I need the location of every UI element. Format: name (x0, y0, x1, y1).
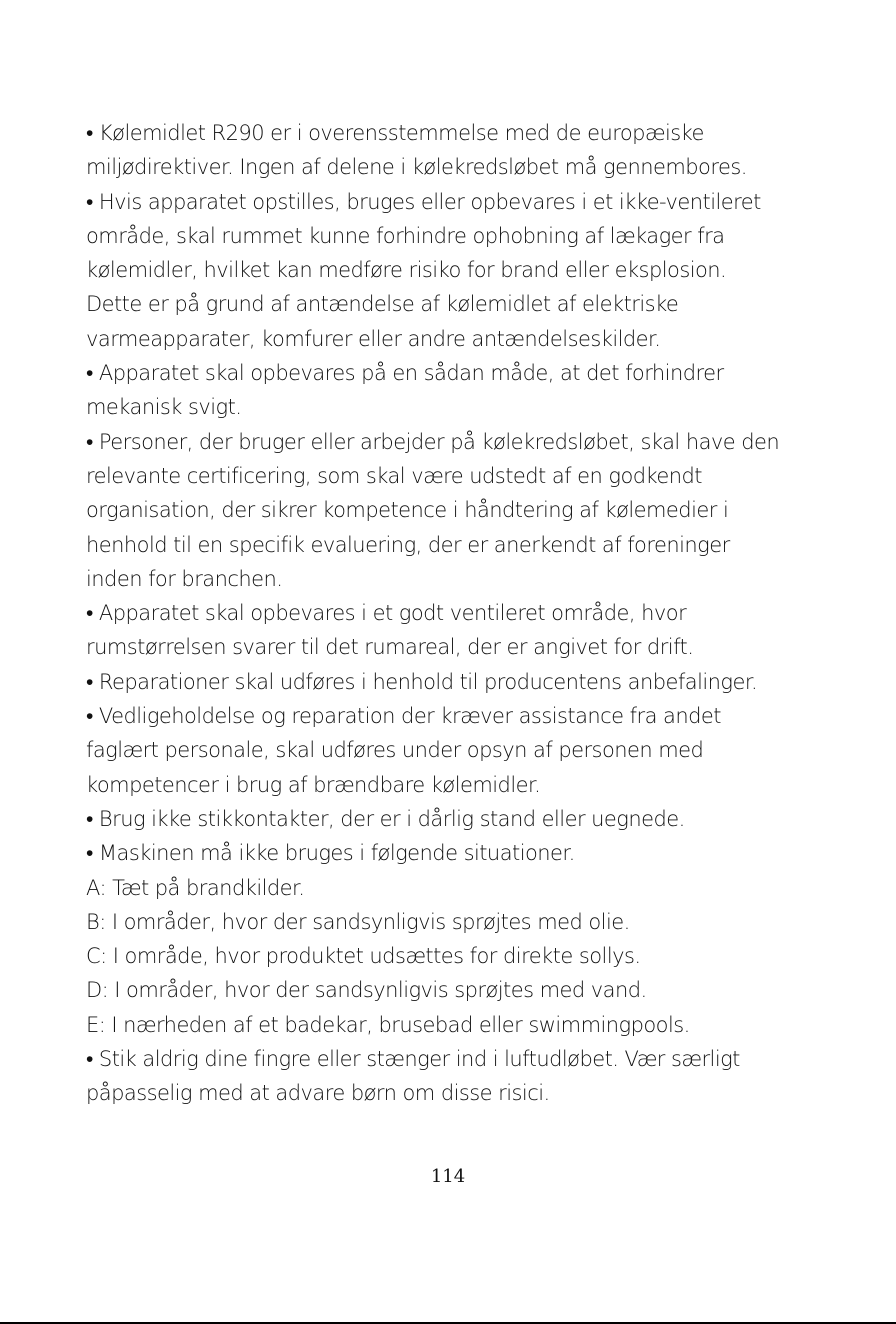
text-line: varmeapparater, komfurer eller andre antændelseskilder. (86, 326, 661, 351)
page-number: 114 (430, 1166, 466, 1187)
text-line: kølemidler, hvilket kan medføre risiko for brand eller eksplosion. (86, 258, 727, 283)
text-line: inden for branchen. (86, 566, 283, 591)
text-line: påpasselig med at advare børn om disse risici. (86, 1081, 550, 1106)
text-line: organisation, der sikrer kompetence i håndtering af kølemedier i (86, 498, 729, 523)
text-line: E: I nærheden af et badekar, brusebad eller swimmingpools. (86, 1012, 690, 1037)
text-line: kompetencer i brug af brændbare kølemidler. (86, 772, 541, 797)
text-line: relevante certificering, som skal være udstedt af en godkendt (86, 463, 702, 488)
text-line: • Kølemidlet R290 er i overensstemmelse med de europæiske (86, 121, 704, 145)
text-line: • Vedligeholdelse og reparation der kræver assistance fra andet (86, 704, 721, 729)
text-line: rumstørrelsen svarer til det rumareal, der er angivet for drift. (86, 635, 694, 660)
text-line: • Hvis apparatet opstilles, bruges eller opbevares i et ikke-ventileret (86, 189, 761, 214)
text-line: mekanisk svigt. (86, 395, 242, 420)
text-line: Dette er på grund af antændelse af kølemidlet af elektriske (86, 292, 679, 317)
text-line: miljødirektiver. Ingen af delene i kølekredsløbet må gennembores. (86, 155, 747, 180)
text-line: • Maskinen må ikke bruges i følgende situationer. (86, 841, 575, 866)
text-line: C: I område, hvor produktet udsættes for direkte sollys. (86, 944, 641, 969)
text-line: B: I områder, hvor der sandsynligvis sprøjtes med olie. (86, 909, 630, 934)
text-line: område, skal rummet kunne forhindre ophobning af lækager fra (86, 223, 725, 248)
text-line: • Personer, der bruger eller arbejder på kølekredsløbet, skal have den (86, 429, 780, 454)
text-line: • Brug ikke stikkontakter, der er i dårlig stand eller uegnede. (86, 806, 685, 831)
text-line: henhold til en specifik evaluering, der er anerkendt af foreninger (86, 532, 730, 557)
text-line: A: Tæt på brandkilder. (86, 875, 305, 900)
text-line: D: I områder, hvor der sandsynligvis sprøjtes med vand. (86, 978, 647, 1003)
safety-text-block (86, 116, 836, 1111)
text-line: • Apparatet skal opbevares på en sådan måde, at det forhindrer (86, 361, 724, 386)
text-line: faglært personale, skal udføres under opsyn af personen med (86, 738, 704, 763)
text-line: • Apparatet skal opbevares i et godt ventileret område, hvor (86, 601, 687, 626)
text-line: • Stik aldrig dine fingre eller stænger ind i luftudløbet. Vær særligt (86, 1047, 740, 1072)
text-line: • Reparationer skal udføres i henhold til producentens anbefalinger. (86, 669, 758, 694)
